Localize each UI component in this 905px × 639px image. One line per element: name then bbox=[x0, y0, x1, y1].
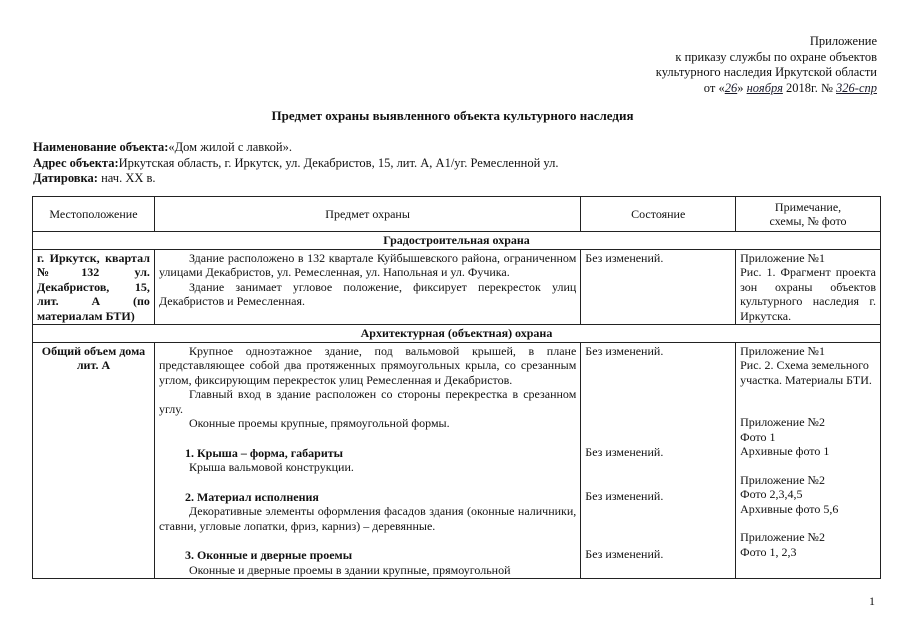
date-mid: » bbox=[737, 80, 744, 95]
appendix-header bbox=[656, 34, 877, 96]
row2-subject bbox=[154, 342, 580, 579]
item-roof-note-3: Архивные фото 1 bbox=[740, 444, 830, 458]
item-openings-note-1: Приложение №2 bbox=[740, 530, 825, 544]
row1-location: г. Иркутск, квартал №132 ул. Декабристов, 15, лит. А (по материалам БТИ) bbox=[33, 249, 155, 325]
item-openings-note-2: Фото 1, 2,3 bbox=[740, 544, 797, 559]
header-note bbox=[736, 197, 881, 232]
item-openings-state: Без изменений. bbox=[585, 547, 664, 561]
appendix-line-2: к приказу службы по охране объектов bbox=[675, 49, 877, 64]
table-header-row bbox=[33, 197, 881, 232]
row1-state: Без изменений. bbox=[581, 249, 736, 325]
section-title-architectural: Архитектурная (объектная) охрана bbox=[33, 325, 881, 343]
object-address-line bbox=[33, 156, 558, 172]
object-name-label: Наименование объекта: bbox=[33, 140, 169, 154]
row2-note bbox=[736, 342, 881, 579]
document-title: Предмет охраны выявленного объекта культурного наследия bbox=[271, 108, 634, 123]
item-material bbox=[159, 490, 576, 534]
section-row-urban bbox=[33, 232, 881, 250]
item-roof-text: Крыша вальмовой конструкции. bbox=[188, 460, 354, 474]
row1-note-line2: Рис. 1. Фрагмент проекта зон охраны объектов культурного наследия г. Иркутска. bbox=[740, 265, 876, 323]
page-number: 1 bbox=[869, 594, 875, 608]
row2-state-main: Без изменений. bbox=[585, 343, 664, 358]
object-meta bbox=[33, 140, 558, 187]
row2-location: Общий объем дома лит. А bbox=[33, 342, 155, 579]
row1-subject bbox=[154, 249, 580, 325]
section-title-urban: Градостроительная охрана bbox=[33, 232, 881, 250]
item-roof-note-1: Приложение №2 bbox=[740, 415, 825, 429]
row2-paragraph-1: Крупное одноэтажное здание, под вальмовой крышей, в плане представляющее собой два протяженных прямоугольных крыла, со срезанным углом, фиксирующим перекресток улиц Ремесленная и Декабристов. bbox=[158, 343, 577, 387]
table-row bbox=[33, 342, 881, 579]
row1-note bbox=[736, 249, 881, 325]
object-name-value: «Дом жилой с лавкой». bbox=[168, 140, 292, 154]
object-address-label: Адрес объекта: bbox=[33, 155, 119, 170]
item-material-text: Декоративные элементы оформления фасадов здания (оконные наличники, ставни, угловые лопатки, фриз, карниз) – деревянные. bbox=[158, 504, 577, 533]
date-prefix: от « bbox=[703, 80, 725, 95]
header-note-line1: Примечание, bbox=[774, 199, 842, 214]
item-openings bbox=[159, 548, 576, 577]
protection-table bbox=[32, 196, 881, 579]
date-day: 26 bbox=[724, 80, 738, 95]
item-material-note-3: Архивные фото 5,6 bbox=[740, 501, 839, 516]
date-number: 326-спр bbox=[836, 80, 877, 95]
item-roof-title: 1. Крыша – форма, габариты bbox=[184, 445, 343, 460]
header-location: Местоположение bbox=[33, 197, 155, 232]
item-roof-note-2: Фото 1 bbox=[740, 429, 776, 444]
item-material-title: 2. Материал исполнения bbox=[184, 489, 319, 504]
table-row bbox=[33, 249, 881, 325]
object-name-line bbox=[33, 140, 558, 156]
item-material-note-2: Фото 2,3,4,5 bbox=[740, 487, 803, 501]
row2-paragraph-2: Главный вход в здание расположен со стороны перекрестка в срезанном углу. bbox=[158, 387, 577, 416]
object-address-value: Иркутская область, г. Иркутск, ул. Декабристов, 15, лит. А, А1/уг. Ремесленной ул. bbox=[118, 155, 559, 170]
date-month: ноября bbox=[746, 80, 783, 95]
header-state: Состояние bbox=[581, 197, 736, 232]
appendix-date-line bbox=[656, 81, 877, 97]
header-note-line2: схемы, № фото bbox=[769, 214, 847, 228]
item-openings-text: Оконные и дверные проемы в здании крупные, прямоугольной bbox=[188, 562, 511, 577]
row1-paragraph-2: Здание занимает угловое положение, фиксирует перекресток улиц Декабристов и Ремесленная. bbox=[158, 279, 577, 308]
object-date-line bbox=[33, 171, 558, 187]
section-row-architectural bbox=[33, 325, 881, 343]
row1-note-line1: Приложение №1 bbox=[740, 250, 825, 265]
item-material-state: Без изменений. bbox=[585, 488, 664, 503]
row1-paragraph-1: Здание расположено в 132 квартале Куйбышевского района, ограниченном улицами Декабристов, ул. Ремесленная, ул. Напольная и ул. Фучика. bbox=[158, 250, 577, 279]
appendix-line-3: культурного наследия Иркутской области bbox=[655, 65, 877, 79]
object-date-label: Датировка: bbox=[33, 171, 98, 185]
row2-paragraph-3: Оконные проемы крупные, прямоугольной формы. bbox=[188, 416, 450, 430]
item-material-note-1: Приложение №2 bbox=[740, 472, 825, 487]
item-openings-title: 3. Оконные и дверные проемы bbox=[184, 548, 353, 562]
row2-state bbox=[581, 342, 736, 579]
item-roof-state: Без изменений. bbox=[585, 445, 664, 459]
item-roof bbox=[159, 446, 576, 475]
object-date-value: нач. XX в. bbox=[97, 171, 156, 185]
row2-note-main-1: Приложение №1 bbox=[740, 343, 825, 358]
date-year: 2018г. № bbox=[786, 80, 833, 95]
appendix-line-1: Приложение bbox=[809, 34, 877, 48]
header-subject: Предмет охраны bbox=[154, 197, 580, 232]
row2-note-main-2: Рис. 2. Схема земельного участка. Материалы БТИ. bbox=[740, 358, 872, 387]
